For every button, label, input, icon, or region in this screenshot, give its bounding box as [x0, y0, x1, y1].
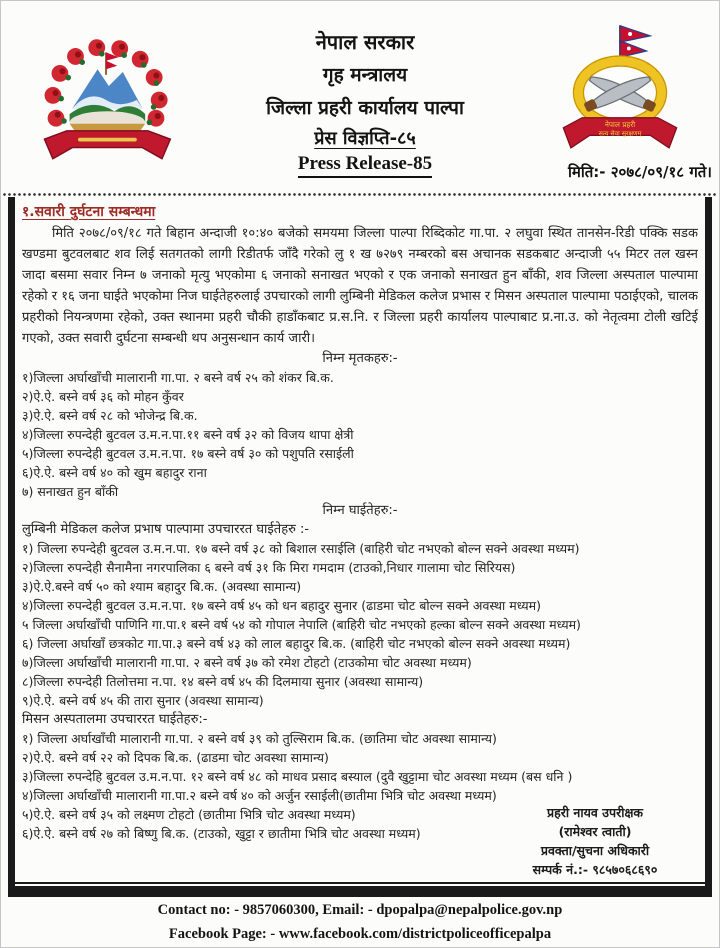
signature-block: [487, 803, 703, 879]
nepal-government-emblem-icon: [36, 30, 176, 170]
signatory-name: (रामेश्वर त्वाती): [558, 824, 632, 839]
lumbini-injured-item: ४)जिल्ला रुपन्देही बुटवल उ.म.न.पा. १७ बस्ने वर्ष ४५ को धन बहादुर सुनार (ढाडमा चोट बोल्न सक्ने अवस्था मध्यम): [22, 598, 542, 613]
nepal-police-emblem-icon: [557, 22, 683, 158]
mission-injured-item: २)ऐ.ऐ. बस्ने वर्ष २२ को दिपक बि.क. (ढाडमा चोट अवस्था सामान्य): [22, 750, 329, 765]
signatory-contact: सम्पर्क नं.:- ९८५७०६८६९०: [532, 862, 658, 877]
lumbini-injured-item: २)जिल्ला रुपन्देही सैनामैना नगरपालिका ६ बस्ने वर्ष ३१ कि मिरा गमदाम (टाउको,निधार गालामा चोट सिरियस): [22, 560, 516, 575]
press-release-title-english: Press Release-85: [180, 153, 550, 178]
deceased-item: १)जिल्ला अर्घाखाँची मालारानी गा.पा. २ बस्ने वर्ष २५ को शंकर बि.क.: [22, 370, 334, 385]
lumbini-injured-item: ९)ऐ.ऐ. बस्ने वर्ष ४५ की तारा सुनार (अवस्था सामान्य): [22, 693, 264, 708]
document-body: [22, 201, 698, 843]
deceased-item: ३)ऐ.ऐ. बस्ने वर्ष २८ को भोजेन्द्र बि.क.: [22, 408, 198, 423]
police-banner-line2: सत्य सेवा सुरक्षणम्: [598, 130, 642, 138]
signatory-role: प्रवक्ता/सुचना अधिकारी: [540, 843, 650, 858]
mission-injured-item: ५)ऐ.ऐ. बस्ने वर्ष ३५ को लक्ष्मण टोहटो (छातीमा भित्रि चोट अवस्था मध्यम): [22, 807, 356, 822]
deceased-item: ४)जिल्ला रुपन्देही बुटवल उ.म.न.पा.११ बस्ने वर्ष ३२ को विजय थापा क्षेत्री: [22, 427, 354, 442]
incident-paragraph: मिति २०७८/०९/१८ गते बिहान अन्दाजी १०:४० बजेको समयमा जिल्ला पाल्पा रिब्दिकोट गा.पा. २ लघुवा स्थित तानसेन-रिडी पक्कि सडक खण्डमा बुटवलबाट शव लिई सतगतको लागी रिडीतर्फ जाँदै गरेको लु १ ख ७२७९ नम्बरको बस अचानक सडकबाट अन्दाजी ५५ मिटर तल खस्न जादा बसमा सवार निम्न ७ जनाको मृत्यु भएकोमा ६ जनाको सनाखत भएको र एक जनाको सनाखत हुन बाँकी, शव जिल्ला अस्पताल पाल्पामा रहेको र १६ जना घाईते भएकोमा निज घाईतेहरुलाई उपचारको लागी लुम्बिनी मेडिकल कलेज प्रभास र मिसन अस्पताल पाल्पामा पठाईएको, चालक प्रहरीको नियन्त्रणमा रहेको, उक्त स्थानमा प्रहरी चौकी हाडाँकबाट प्र.स.नि. र जिल्ला प्रहरी कार्यालय पाल्पाबाट प्र.ना.उ. को नेतृत्वमा टोली खटिई गएको, उक्त सवारी दुर्घटना सम्बन्धी थप अनुसन्धान कार्य जारी।: [22, 226, 698, 346]
deceased-item: ७) सनाखत हुन बाँकी: [22, 484, 119, 499]
deceased-item: ६)ऐ.ऐ. बस्ने वर्ष ४० को खुम बहादुर राना: [22, 465, 207, 480]
mission-injured-item: १) जिल्ला अर्घाखाँची मालारानी गा.पा. २ बस्ने वर्ष ३९ को तुल्सिराम बि.क. (छातिमा चोट अवस्था सामान्य): [22, 731, 497, 746]
lumbini-injured-item: ६) जिल्ला अर्घाखाँ छत्रकोट गा.पा.३ बस्ने वर्ष ४३ को लाल बहादुर बि.क. (बाहिरी चोट नभएको बोल्न सक्ने अवस्था मध्यम): [22, 636, 571, 651]
press-release-title-nepali: प्रेस विज्ञप्ति-८५: [314, 128, 416, 149]
mission-injured-item: ६)ऐ.ऐ. बस्ने वर्ष २७ को बिष्णु बि.क. (टाउको, खुट्टा र छातीमा भित्रि चोट अवस्था मध्यम): [22, 826, 421, 841]
lumbini-injured-item: ८)जिल्ला रुपन्देही तिलोत्तमा न.पा. १४ बस्ने वर्ष ४५ की दिलमाया सुनार (अवस्था सामान्य): [22, 674, 424, 689]
lumbini-injured-item: ७)जिल्ला अर्घाखाँची मालारानी गा.पा. २ बस्ने वर्ष ३७ को रमेश टोहटो (टाउकोमा चोट अवस्था मध्यम): [22, 655, 472, 670]
lumbini-hospital-heading: लुम्बिनी मेडिकल कलेज प्रभाष पाल्पामा उपचाररत घाईतेहरु :-: [22, 522, 310, 537]
section-title: १.सवारी दुर्घटना सम्बन्धमा: [22, 204, 156, 220]
mission-hospital-heading: मिसन अस्पतालमा उपचाररत घाईतेहरु:-: [22, 712, 208, 727]
government-title: नेपाल सरकार: [315, 30, 415, 54]
deceased-item: २)ऐ.ऐ. बस्ने वर्ष ३६ को मोहन कुँवर: [22, 389, 184, 404]
deceased-heading: निम्न मृतकहरु:-: [322, 351, 398, 366]
lumbini-injured-item: १) जिल्ला रुपन्देही बुटवल उ.म.न.पा. १७ बस्ने वर्ष ३८ को बिशाल रसाईलि (बाहिरी चोट नभएको बोल्न सक्ने अवस्था मध्यम): [22, 541, 580, 556]
date-line: मिति:- २०७८/०९/१८ गते।: [568, 163, 712, 181]
lumbini-injured-item: ५ जिल्ला अर्घाखाँची पाणिनि गा.पा.१ बस्ने वर्ष ५४ को गोपाल नेपालि (बाहिरी चोट नभएको हल्का बोल्न सक्ने अवस्था मध्यम): [22, 617, 581, 632]
mission-injured-item: ३)जिल्ला रुपन्देहि बुटवल उ.म.न.पा. १२ बस्ने वर्ष ४८ को माधव प्रसाद बस्याल (दुवै खुट्टामा चोट अवस्था मध्यम (बस धनि ): [22, 769, 573, 784]
lumbini-injured-item: ३)ऐ.ऐ.बस्ने वर्ष ५० को श्याम बहादुर बि.क. (अवस्था सामान्य): [22, 579, 302, 594]
mission-injured-item: ४)जिल्ला अर्घाखाँची मालारानी गा.पा.२ बस्ने वर्ष ४० को अर्जुन रसाईली(छातीमा भित्रि चोट अवस्था मध्यम): [22, 788, 497, 803]
deceased-item: ५)जिल्ला रुपन्देही बुटवल उ.म.न.पा. १७ बस्ने वर्ष ३० को पशुपति रसाईली: [22, 446, 354, 461]
ministry-title: गृह मन्त्रालय: [322, 64, 408, 86]
injured-heading: निम्न घाईतेहरु:-: [322, 503, 398, 518]
signatory-rank: प्रहरी नायव उपरीक्षक: [546, 805, 644, 820]
footer-contact-line: Contact no: - 9857060300, Email: - dpopalpa@nepalpolice.gov.np: [157, 902, 563, 918]
office-title: जिल्ला प्रहरी कार्यालय पाल्पा: [266, 97, 464, 119]
footer-facebook-line: Facebook Page: - www.facebook.com/districtpoliceofficepalpa: [168, 926, 552, 942]
police-banner-line1: नेपाल प्रहरी: [604, 120, 636, 130]
